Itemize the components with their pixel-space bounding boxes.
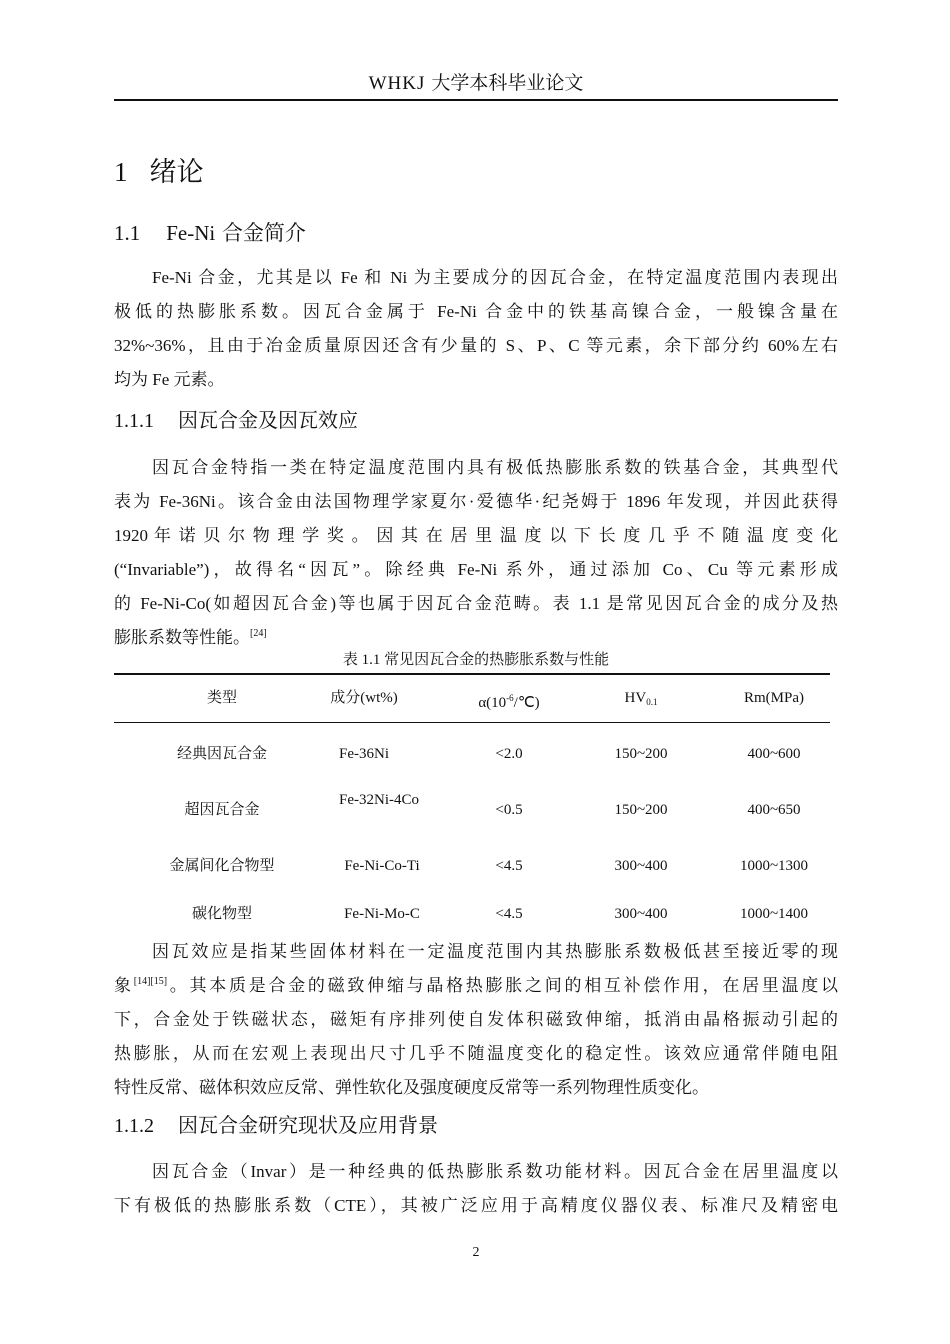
text-line: 下有极低的热膨胀系数（CTE），其被广泛应用于高精度仪器仪表、标准尺及精密电 bbox=[114, 1196, 838, 1215]
paragraph-invar-mechanism bbox=[114, 935, 838, 1105]
section-title-latin: Fe-Ni bbox=[166, 221, 216, 245]
table-cell-composition: Fe-32Ni-4Co bbox=[339, 792, 419, 808]
chapter-heading bbox=[114, 152, 204, 193]
citation-ref: [24] bbox=[250, 628, 267, 639]
citation-ref: [14][15] bbox=[133, 976, 168, 987]
col-header-type: 类型 bbox=[206, 690, 237, 706]
table-cell-alpha: <2.0 bbox=[495, 746, 523, 762]
section-heading bbox=[114, 216, 306, 250]
text-line: 热膨胀，从而在宏观上表现出尺寸几乎不随温度变化的稳定性。该效应通常伴随电阻 bbox=[114, 1044, 838, 1063]
text-line: 特性反常、磁体积效应反常、弹性软化及强度硬度反常等一系列物理性质变化。 bbox=[114, 1078, 709, 1097]
table-cell-composition: Fe-Ni-Mo-C bbox=[344, 906, 420, 922]
table-cell-rm: 1000~1400 bbox=[739, 906, 809, 922]
table-top-rule bbox=[114, 673, 830, 675]
text-line: 1920 年 诺 贝 尔 物 理 学 奖 。 因 其 在 居 里 温 度 以 下 长 度 几 乎 不 随 温 度 变 化 bbox=[114, 526, 838, 545]
text-line: Fe-Ni 合金，尤其是以 Fe 和 Ni 为主要成分的因瓦合金，在特定温度范围内表现出 bbox=[152, 268, 838, 287]
chapter-number: 1 bbox=[114, 157, 128, 187]
table-cell-alpha: <4.5 bbox=[495, 906, 523, 922]
table-cell-hardness: 300~400 bbox=[614, 858, 668, 874]
subsection-number: 1.1.2 bbox=[114, 1115, 154, 1137]
table-header-rule bbox=[114, 722, 830, 723]
text-line: 均为 Fe 元素。 bbox=[114, 370, 225, 389]
paragraph-research-background bbox=[114, 1155, 838, 1223]
chapter-title: 绪论 bbox=[149, 157, 204, 188]
table-cell-hardness: 150~200 bbox=[614, 746, 668, 762]
table-cell-type: 碳化物型 bbox=[191, 906, 252, 922]
table-cell-type: 金属间化合物型 bbox=[169, 858, 275, 874]
header-rule bbox=[114, 99, 838, 101]
text-line: 极低的热膨胀系数。因瓦合金属于 Fe-Ni 合金中的铁基高镍合金，一般镍含量在 bbox=[114, 302, 838, 321]
text-line: 因瓦效应是指某些固体材料在一定温度范围内其热膨胀系数极低甚至接近零的现 bbox=[152, 942, 838, 961]
text-line: 象[14][15]。其本质是合金的磁致伸缩与晶格热膨胀之间的相互补偿作用，在居里温度以 bbox=[114, 976, 838, 995]
text-line: 的 Fe-Ni-Co(如超因瓦合金)等也属于因瓦合金范畴。表 1.1 是常见因瓦合金的成分及热 bbox=[114, 594, 838, 613]
table-cell-composition: Fe-36Ni bbox=[339, 746, 389, 762]
table-cell-rm: 1000~1300 bbox=[739, 858, 809, 874]
table-cell-hardness: 300~400 bbox=[614, 906, 668, 922]
col-header-alpha: $\alpha(10^{-6}/℃)$ bbox=[478, 693, 540, 711]
subsection-title: 因瓦合金及因瓦效应 bbox=[178, 408, 358, 432]
text-line: (“Invariable”)，故得名“因瓦”。除经典 Fe-Ni 系外，通过添加 Co、Cu 等元素形成 bbox=[114, 560, 838, 579]
table-cell-rm: 400~650 bbox=[747, 802, 801, 818]
section-title: 合金简介 bbox=[221, 221, 306, 245]
section-number: 1.1 bbox=[114, 221, 141, 245]
header-title: 大学本科毕业论文 bbox=[431, 72, 584, 94]
table-cell-composition: Fe-Ni-Co-Ti bbox=[344, 858, 420, 874]
page-header bbox=[114, 68, 838, 98]
col-header-hardness: $HV_{0.1}$ bbox=[624, 690, 658, 707]
text-line: 表为 Fe-36Ni。该合金由法国物理学家夏尔·爱德华·纪尧姆于 1896 年发现，并因此获得 bbox=[114, 492, 838, 511]
text-line: 因瓦合金特指一类在特定温度范围内具有极低热膨胀系数的铁基合金，其典型代 bbox=[152, 458, 838, 477]
col-header-composition: 成分(wt%) bbox=[330, 690, 398, 706]
text-line: 32%~36%，且由于冶金质量原因还含有少量的 S、P、C 等元素，余下部分约 60%左右 bbox=[114, 336, 838, 355]
col-header-rm: Rm(MPa) bbox=[744, 690, 804, 706]
paragraph-fe-ni-intro bbox=[114, 261, 838, 397]
subsection-title: 因瓦合金研究现状及应用背景 bbox=[178, 1113, 438, 1137]
table-cell-alpha: <4.5 bbox=[495, 858, 523, 874]
table-cell-type: 超因瓦合金 bbox=[184, 802, 260, 818]
text-line: 下，合金处于铁磁状态，磁矩有序排列使自发体积磁致伸缩，抵消由晶格振动引起的 bbox=[114, 1010, 838, 1029]
page-number: 2 bbox=[472, 1245, 480, 1260]
text-line: 因瓦合金（Invar）是一种经典的低热膨胀系数功能材料。因瓦合金在居里温度以 bbox=[152, 1162, 838, 1181]
table-cell-alpha: <0.5 bbox=[495, 802, 523, 818]
table-cell-hardness: 150~200 bbox=[614, 802, 668, 818]
subsection-heading-1-1-2 bbox=[114, 1109, 438, 1142]
paragraph-invar-effect bbox=[114, 451, 838, 655]
table-cell-rm: 400~600 bbox=[747, 746, 801, 762]
subsection-heading-1-1-1 bbox=[114, 404, 358, 437]
text-line-content: 膨胀系数等性能。 bbox=[114, 628, 250, 647]
header-latin: WHKJ bbox=[368, 73, 426, 94]
table-cell-type: 经典因瓦合金 bbox=[176, 746, 267, 762]
table-caption: 表 1.1 常见因瓦合金的热膨胀系数与性能 bbox=[342, 652, 610, 668]
subsection-number: 1.1.1 bbox=[114, 410, 154, 432]
